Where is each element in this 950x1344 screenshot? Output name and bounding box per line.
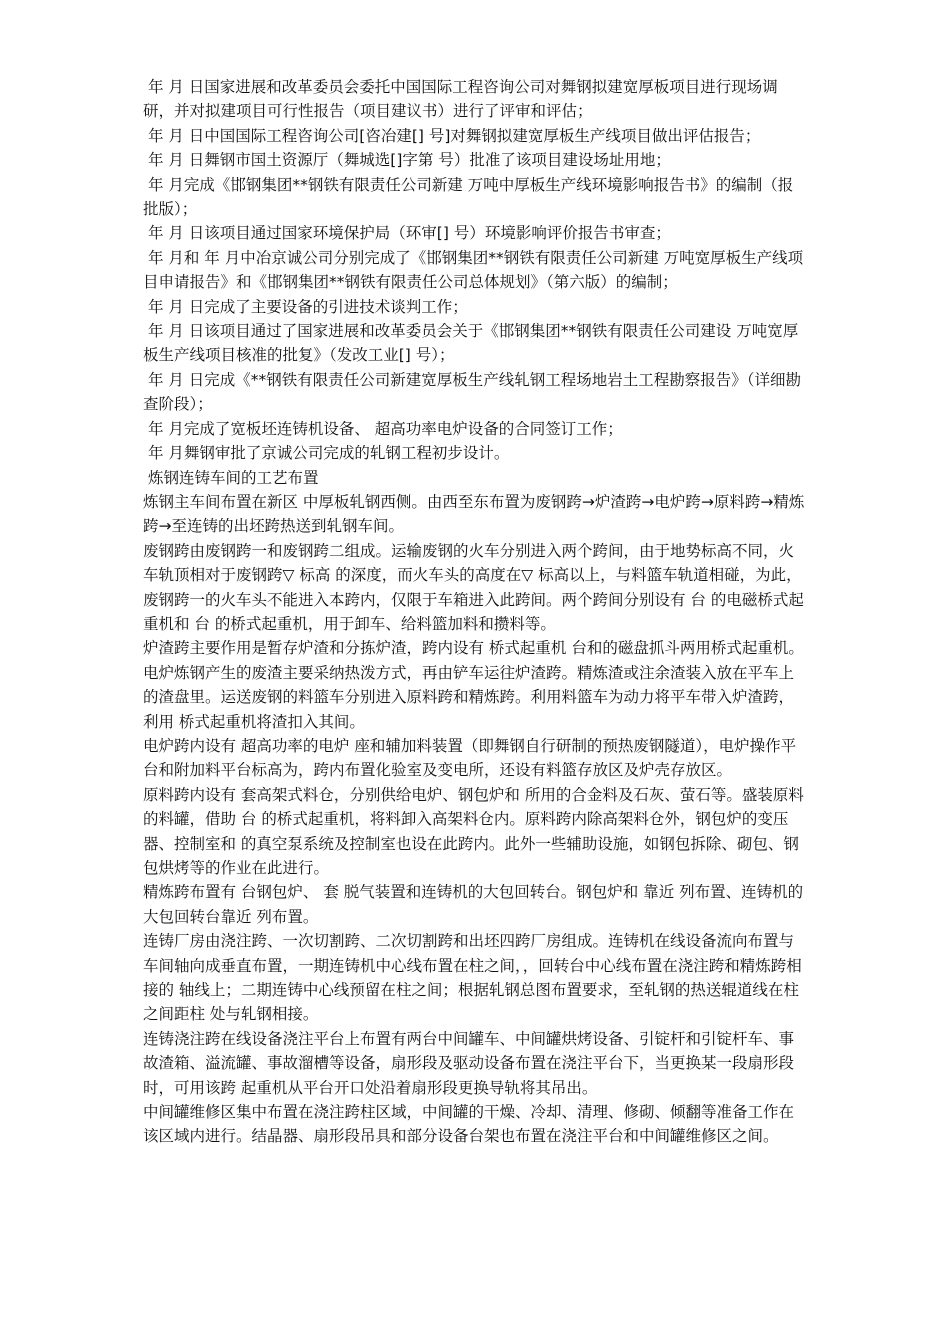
paragraph-5: 年 月 日该项目通过国家环境保护局（环审[] 号）环境影响评价报告书审查； (143, 224, 671, 243)
paragraph-18: 精炼跨布置有 台钢包炉、 套 脱气装置和连铸机的大包回转台。钢包炉和 靠近 列布置、连铸机的大包回转台靠近 列布置。 (143, 883, 804, 926)
paragraph-11: 年 月舞钢审批了京诚公司完成的轧钢工程初步设计。 (143, 444, 510, 463)
paragraph-8: 年 月 日该项目通过了国家进展和改革委员会关于《邯钢集团**钢铁有限责任公司建设 万吨宽厚板生产线项目核准的批复》（发改工业[] 号）； (143, 322, 799, 365)
paragraph-16: 电炉跨内设有 超高功率的电炉 座和辅加料装置（即舞钢自行研制的预热废钢隧道），电炉操作平台和附加料平台标高为，跨内布置化验室及变电所，还设有料篮存放区及炉壳存放区。 (143, 736, 797, 780)
paragraph-6: 年 月和 年 月中冶京诚公司分别完成了《邯钢集团**钢铁有限责任公司新建 万吨宽厚板生产线项目申请报告》和《邯钢集团**钢铁有限责任公司总体规划》（第六版）的编制； (143, 248, 804, 292)
paragraph-14: 废钢跨由废钢跨一和废钢跨二组成。运输废钢的火车分别进入两个跨间，由于地势标高不同，火车轨顶相对于废钢跨▽ 标高 的深度，而火车头的高度在▽ 标高以上，与料篮车轨道相碰，为此，废钢跨一的火车头不能进入本跨内，仅限于车箱进入此跨间。两个跨间分别设有 台 的电磁桥式起重机和 台 的桥式起重机，用于卸车、给料篮加料和攒料等。 (143, 541, 804, 633)
paragraph-2: 年 月 日中国国际工程咨询公司[咨冶建[] 号]对舞钢拟建宽厚板生产线项目做出评估报告； (143, 126, 761, 145)
paragraph-7: 年 月 日完成了主要设备的引进技术谈判工作； (143, 297, 468, 316)
paragraph-9: 年 月 日完成《**钢铁有限责任公司新建宽厚板生产线轧钢工程场地岩土工程勘察报告》（详细勘查阶段）； (143, 370, 802, 414)
paragraph-13: 炼钢主车间布置在新区 中厚板轧钢西侧。由西至东布置为废钢跨→炉渣跨→电炉跨→原料跨→精炼跨→至连铸的出坯跨热送到轧钢车间。 (143, 492, 805, 536)
paragraph-1: 年 月 日国家进展和改革委员会委托中国国际工程咨询公司对舞钢拟建宽厚板项目进行现场调研，并对拟建项目可行性报告（项目建议书）进行了评审和评估； (143, 78, 778, 121)
paragraph-20: 连铸浇注跨在线设备浇注平台上布置有两台中间罐车、中间罐烘烤设备、引锭杆和引锭杆车、事故渣箱、溢流罐、事故溜槽等设备，扇形段及驱动设备布置在浇注平台下，当更换某一段扇形段时，可用该跨 起重机从平台开口处沿着扇形段更换导轨将其吊出。 (143, 1029, 795, 1097)
paragraph-17: 原料跨内设有 套高架式料仓，分别供给电炉、钢包炉和 所用的合金料及石灰、萤石等。盛装原料的料罐，借助 台 的桥式起重机，将料卸入高架料仓内。原料跨内除高架料仓外，钢包炉的变压器、控制室和 的真空泵系统及控制室也设在此跨内。此外一些辅助设施，如钢包拆除、砌包、钢包烘烤等的作业在此进行。 (143, 785, 804, 877)
paragraph-10: 年 月完成了宽板坯连铸机设备、 超高功率电炉设备的合同签订工作； (143, 419, 623, 438)
document-body (143, 75, 808, 1149)
section-heading: 炼钢连铸车间的工艺布置 (143, 468, 319, 487)
paragraph-15: 炉渣跨主要作用是暂存炉渣和分拣炉渣，跨内设有 桥式起重机 台和的磁盘抓斗两用桥式起重机。电炉炼钢产生的废渣主要采纳热泼方式，再由铲车运往炉渣跨。精炼渣或注余渣装入放在平车上的渣盘里。运送废钢的料篮车分别进入原料跨和精炼跨。利用料篮车为动力将平车带入炉渣跨，利用 桥式起重机将渣扣入其间。 (143, 639, 804, 731)
paragraph-21: 中间罐维修区集中布置在浇注跨柱区域，中间罐的干燥、冷却、清理、修砌、倾翻等准备工作在该区域内进行。结晶器、扇形段吊具和部分设备台架也布置在浇注平台和中间罐维修区之间。 (143, 1103, 795, 1146)
paragraph-19: 连铸厂房由浇注跨、一次切割跨、二次切割跨和出坯四跨厂房组成。连铸机在线设备流向布置与车间轴向成垂直布置，一期连铸机中心线布置在柱之间，，回转台中心线布置在浇注跨和精炼跨相接的 轴线上；二期连铸中心线预留在柱之间；根据轧钢总图布置要求，至轧钢的热送辊道线在柱之间距柱 处与轧钢相接。 (143, 932, 802, 1024)
paragraph-3: 年 月 日舞钢市国土资源厅（舞城选[]字第 号）批准了该项目建设场址用地； (143, 151, 671, 170)
paragraph-4: 年 月完成《邯钢集团**钢铁有限责任公司新建 万吨中厚板生产线环境影响报告书》的编制（报批版）； (143, 175, 794, 219)
